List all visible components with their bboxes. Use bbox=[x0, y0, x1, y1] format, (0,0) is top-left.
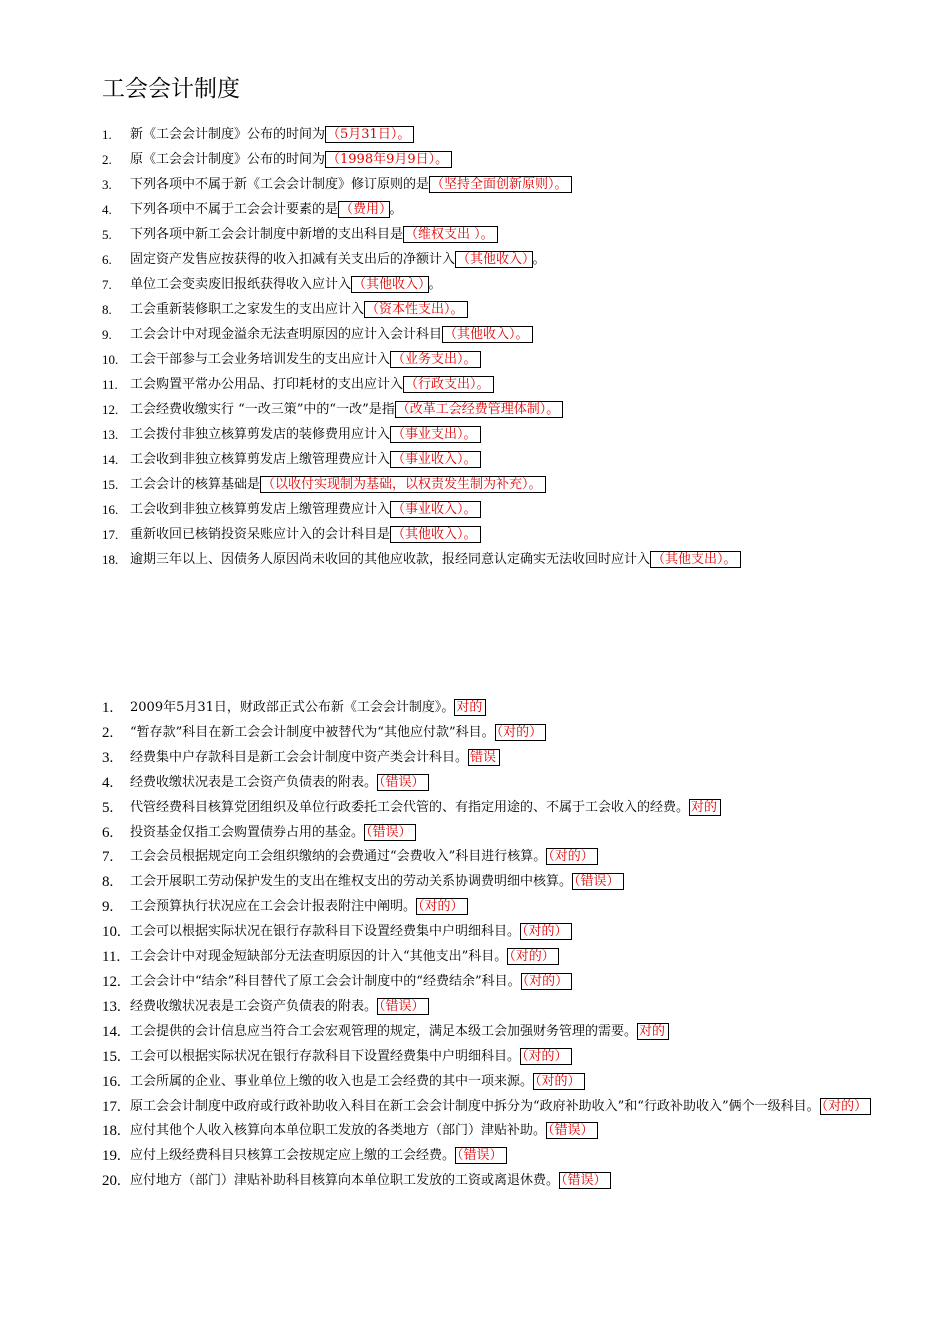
question-number: 13. bbox=[102, 998, 121, 1015]
question-text: 经费集中户存款科目是新工会会计制度中资产类会计科目。 bbox=[130, 749, 469, 765]
question-text: 下列各项中不属于工会会计要素的是 bbox=[130, 202, 339, 217]
answer-box: 对的 bbox=[637, 1023, 669, 1040]
answer-box: （错误） bbox=[377, 998, 429, 1015]
question-body bbox=[130, 1119, 882, 1144]
question-body bbox=[130, 522, 882, 547]
question-body bbox=[130, 422, 882, 447]
question-body bbox=[130, 272, 882, 297]
question-number: 19. bbox=[102, 1148, 121, 1165]
question-body bbox=[130, 1045, 882, 1070]
question-number: 17. bbox=[102, 1098, 121, 1115]
question-number: 2. bbox=[102, 724, 114, 741]
question-body bbox=[130, 172, 882, 197]
question-item bbox=[102, 771, 882, 796]
question-item bbox=[102, 746, 882, 771]
question-number: 3. bbox=[102, 177, 112, 192]
question-body bbox=[130, 247, 882, 272]
question-item bbox=[102, 297, 882, 322]
question-number: 16. bbox=[102, 502, 119, 517]
answer-box: （错误） bbox=[364, 824, 416, 841]
question-item bbox=[102, 821, 882, 846]
question-text: 工会拨付非独立核算剪发店的装修费用应计入 bbox=[130, 427, 391, 442]
question-body bbox=[130, 870, 882, 895]
question-number: 16. bbox=[102, 1073, 121, 1090]
question-body bbox=[130, 970, 882, 995]
question-body bbox=[130, 771, 882, 796]
trailing-punctuation: 。 bbox=[389, 202, 403, 217]
question-text: 投资基金仅指工会购置债券占用的基金。 bbox=[130, 824, 365, 840]
question-number: 8. bbox=[102, 874, 114, 891]
answer-box: （对的） bbox=[416, 898, 468, 915]
question-number: 14. bbox=[102, 1023, 121, 1040]
question-item bbox=[102, 1144, 882, 1169]
question-body bbox=[130, 497, 882, 522]
question-item bbox=[102, 547, 882, 572]
question-item bbox=[102, 1095, 882, 1120]
question-text: 工会会计中对现金短缺部分无法查明原因的计入“其他支出”科目。 bbox=[130, 949, 508, 965]
question-item bbox=[102, 222, 882, 247]
question-number: 10. bbox=[102, 924, 121, 941]
answer-box: （对的） bbox=[820, 1098, 872, 1115]
question-item bbox=[102, 197, 882, 222]
question-number: 11. bbox=[102, 377, 118, 392]
question-body bbox=[130, 397, 882, 422]
answer-box: （资本性支出）。 bbox=[364, 301, 468, 318]
answer-box: （对的） bbox=[520, 923, 572, 940]
answer-box: （其他收入） bbox=[455, 251, 533, 268]
question-item bbox=[102, 272, 882, 297]
true-false-question-list bbox=[102, 696, 882, 1194]
answer-box: （对的） bbox=[521, 973, 573, 990]
question-text: 逾期三年以上、因债务人原因尚未收回的其他应收款，报经同意认定确实无法收回时应计入 bbox=[130, 552, 651, 567]
question-body bbox=[130, 920, 882, 945]
question-text: 下列各项中新工会会计制度中新增的支出科目是 bbox=[130, 227, 404, 242]
question-item bbox=[102, 347, 882, 372]
question-item bbox=[102, 247, 882, 272]
question-text: 新《工会会计制度》公布的时间为 bbox=[130, 127, 326, 142]
answer-box: （错误） bbox=[377, 774, 429, 791]
question-item bbox=[102, 870, 882, 895]
question-text: 工会可以根据实际状况在银行存款科目下设置经费集中户明细科目。 bbox=[130, 1048, 521, 1064]
question-number: 18. bbox=[102, 552, 119, 567]
question-body bbox=[130, 547, 882, 572]
answer-box: （1998年9月9日）。 bbox=[325, 151, 452, 168]
answer-box: （对的） bbox=[533, 1073, 585, 1090]
question-number: 1. bbox=[102, 700, 114, 716]
question-number: 13. bbox=[102, 427, 119, 442]
question-body bbox=[130, 796, 882, 821]
question-text: 工会购置平常办公用品、打印耗材的支出应计入 bbox=[130, 377, 404, 392]
question-text: 工会所属的企业、事业单位上缴的收入也是工会经费的其中一项来源。 bbox=[130, 1073, 534, 1089]
question-number: 1. bbox=[102, 127, 112, 142]
question-text: 工会经费收缴实行 “一改三策”中的“一改”是指 bbox=[130, 402, 395, 417]
question-text: 原《工会会计制度》公布的时间为 bbox=[130, 152, 326, 167]
question-text: 应付地方（部门）津贴补助科目核算向本单位职工发放的工资或离退休费。 bbox=[130, 1173, 560, 1189]
question-item bbox=[102, 422, 882, 447]
question-text: 2009年5月31日，财政部正式公布新《工会会计制度》。 bbox=[130, 700, 455, 715]
question-item bbox=[102, 845, 882, 870]
answer-box: （坚持全面创新原则）。 bbox=[429, 176, 572, 193]
answer-box: （业务支出）。 bbox=[390, 351, 481, 368]
question-text: 工会提供的会计信息应当符合工会宏观管理的规定，满足本级工会加强财务管理的需要。 bbox=[130, 1023, 638, 1039]
answer-box: （错误） bbox=[572, 873, 624, 890]
answer-box: 错误 bbox=[468, 749, 500, 766]
answer-box: （行政支出）。 bbox=[403, 376, 494, 393]
question-text: 单位工会变卖废旧报纸获得收入应计入 bbox=[130, 277, 352, 292]
question-text: 重新收回已核销投资呆账应计入的会计科目是 bbox=[130, 527, 391, 542]
answer-box: （对的） bbox=[546, 848, 598, 865]
answer-box: （维权支出 ）。 bbox=[403, 226, 498, 243]
fill-in-question-list bbox=[102, 122, 882, 572]
question-body bbox=[130, 995, 882, 1020]
question-text: 工会可以根据实际状况在银行存款科目下设置经费集中户明细科目。 bbox=[130, 924, 521, 940]
question-body bbox=[130, 122, 882, 147]
question-text: 固定资产发售应按获得的收入扣减有关支出后的净额计入 bbox=[130, 252, 456, 267]
question-body bbox=[130, 1095, 882, 1120]
question-item bbox=[102, 522, 882, 547]
question-text: 应付上级经费科目只核算工会按规定应上缴的工会经费。 bbox=[130, 1148, 456, 1164]
question-item bbox=[102, 1045, 882, 1070]
question-number: 6. bbox=[102, 824, 114, 841]
question-number: 8. bbox=[102, 302, 112, 317]
question-body bbox=[130, 347, 882, 372]
question-item bbox=[102, 122, 882, 147]
question-text: 工会会计的核算基础是 bbox=[130, 477, 261, 492]
question-text: 工会会计中“结余”科目替代了原工会会计制度中的“经费结余”科目。 bbox=[130, 973, 521, 989]
answer-box: （其他收入） bbox=[351, 276, 429, 293]
question-body bbox=[130, 447, 882, 472]
answer-box: （改革工会经费管理体制）。 bbox=[395, 401, 564, 418]
question-number: 9. bbox=[102, 899, 114, 916]
question-text: 工会开展职工劳动保护发生的支出在维权支出的劳动关系协调费明细中核算。 bbox=[130, 874, 573, 890]
question-item bbox=[102, 322, 882, 347]
question-body bbox=[130, 845, 882, 870]
question-text: 经费收缴状况表是工会资产负债表的附表。 bbox=[130, 998, 378, 1014]
question-number: 9. bbox=[102, 327, 112, 342]
question-item bbox=[102, 1169, 882, 1194]
question-text: 工会预算执行状况应在工会会计报表附注中阐明。 bbox=[130, 899, 417, 915]
answer-box: （其他收入）。 bbox=[390, 526, 481, 543]
question-item bbox=[102, 472, 882, 497]
question-item bbox=[102, 372, 882, 397]
question-number: 17. bbox=[102, 527, 119, 542]
question-number: 15. bbox=[102, 477, 119, 492]
question-text: 应付其他个人收入核算向本单位职工发放的各类地方（部门）津贴补助。 bbox=[130, 1123, 547, 1139]
answer-box: （错误） bbox=[546, 1122, 598, 1139]
question-item bbox=[102, 1020, 882, 1045]
question-body bbox=[130, 372, 882, 397]
question-item bbox=[102, 696, 882, 721]
question-number: 14. bbox=[102, 452, 119, 467]
answer-box: （错误） bbox=[455, 1147, 507, 1164]
question-item bbox=[102, 172, 882, 197]
question-body bbox=[130, 1020, 882, 1045]
question-text: 原工会会计制度中政府或行政补助收入科目在新工会会计制度中拆分为“政府补助收入”和“行政补助收入”俩个一级科目。 bbox=[130, 1098, 820, 1114]
question-item bbox=[102, 1119, 882, 1144]
answer-box: （以收付实现制为基础，以权责发生制为补充）。 bbox=[260, 476, 546, 493]
question-item bbox=[102, 1070, 882, 1095]
trailing-punctuation: 。 bbox=[532, 252, 546, 267]
answer-box: （错误） bbox=[559, 1172, 611, 1189]
question-number: 6. bbox=[102, 252, 112, 267]
question-number: 7. bbox=[102, 849, 114, 866]
question-item bbox=[102, 920, 882, 945]
question-text: 经费收缴状况表是工会资产负债表的附表。 bbox=[130, 774, 378, 790]
question-text: “暂存款”科目在新工会会计制度中被替代为“其他应付款”科目。 bbox=[130, 724, 495, 740]
question-number: 10. bbox=[102, 352, 119, 367]
answer-box: （对的） bbox=[507, 948, 559, 965]
question-item bbox=[102, 970, 882, 995]
question-item bbox=[102, 895, 882, 920]
question-number: 7. bbox=[102, 277, 112, 292]
question-number: 18. bbox=[102, 1123, 121, 1140]
question-body bbox=[130, 821, 882, 846]
question-body bbox=[130, 696, 882, 721]
answer-box: 对的 bbox=[454, 699, 486, 716]
question-body bbox=[130, 1169, 882, 1194]
answer-box: （事业收入）。 bbox=[390, 501, 481, 518]
question-text: 工会干部参与工会业务培训发生的支出应计入 bbox=[130, 352, 391, 367]
question-number: 15. bbox=[102, 1048, 121, 1065]
answer-box: （事业支出）。 bbox=[390, 426, 481, 443]
question-number: 5. bbox=[102, 227, 112, 242]
question-number: 3. bbox=[102, 749, 114, 766]
question-body bbox=[130, 1144, 882, 1169]
question-number: 5. bbox=[102, 799, 114, 816]
answer-box: （5月31日）。 bbox=[325, 126, 414, 143]
question-text: 工会收到非独立核算剪发店上缴管理费应计入 bbox=[130, 452, 391, 467]
question-number: 12. bbox=[102, 973, 121, 990]
question-body bbox=[130, 895, 882, 920]
question-body bbox=[130, 297, 882, 322]
page-title: 工会会计制度 bbox=[102, 76, 240, 102]
question-text: 工会收到非独立核算剪发店上缴管理费应计入 bbox=[130, 502, 391, 517]
question-number: 12. bbox=[102, 402, 119, 417]
question-body bbox=[130, 945, 882, 970]
answer-box: （其他收入）。 bbox=[442, 326, 533, 343]
question-body bbox=[130, 147, 882, 172]
question-text: 工会重新装修职工之家发生的支出应计入 bbox=[130, 302, 365, 317]
question-text: 工会会员根据规定向工会组织缴纳的会费通过“会费收入”科目进行核算。 bbox=[130, 849, 547, 865]
answer-box: 对的 bbox=[689, 799, 721, 816]
question-body bbox=[130, 721, 882, 746]
question-number: 4. bbox=[102, 774, 114, 791]
question-body bbox=[130, 1070, 882, 1095]
answer-box: （对的） bbox=[495, 724, 547, 741]
question-body bbox=[130, 322, 882, 347]
question-item bbox=[102, 721, 882, 746]
answer-box: （对的） bbox=[520, 1048, 572, 1065]
answer-box: （其他支出）。 bbox=[650, 551, 741, 568]
question-item bbox=[102, 147, 882, 172]
question-number: 4. bbox=[102, 202, 112, 217]
question-text: 工会会计中对现金溢余无法查明原因的应计入会计科目 bbox=[130, 327, 443, 342]
answer-box: （费用） bbox=[338, 201, 390, 218]
question-item bbox=[102, 497, 882, 522]
question-number: 2. bbox=[102, 152, 112, 167]
question-item bbox=[102, 447, 882, 472]
question-number: 20. bbox=[102, 1173, 121, 1190]
question-text: 下列各项中不属于新《工会会计制度》修订原则的是 bbox=[130, 177, 430, 192]
question-number: 11. bbox=[102, 949, 121, 966]
question-text: 代管经费科目核算党团组织及单位行政委托工会代管的、有指定用途的、不属于工会收入的经费。 bbox=[130, 799, 690, 815]
question-body bbox=[130, 197, 882, 222]
question-item bbox=[102, 796, 882, 821]
question-body bbox=[130, 746, 882, 771]
question-item bbox=[102, 995, 882, 1020]
question-item bbox=[102, 945, 882, 970]
question-body bbox=[130, 472, 882, 497]
trailing-punctuation: 。 bbox=[428, 277, 442, 292]
question-item bbox=[102, 397, 882, 422]
question-body bbox=[130, 222, 882, 247]
answer-box: （事业收入）。 bbox=[390, 451, 481, 468]
